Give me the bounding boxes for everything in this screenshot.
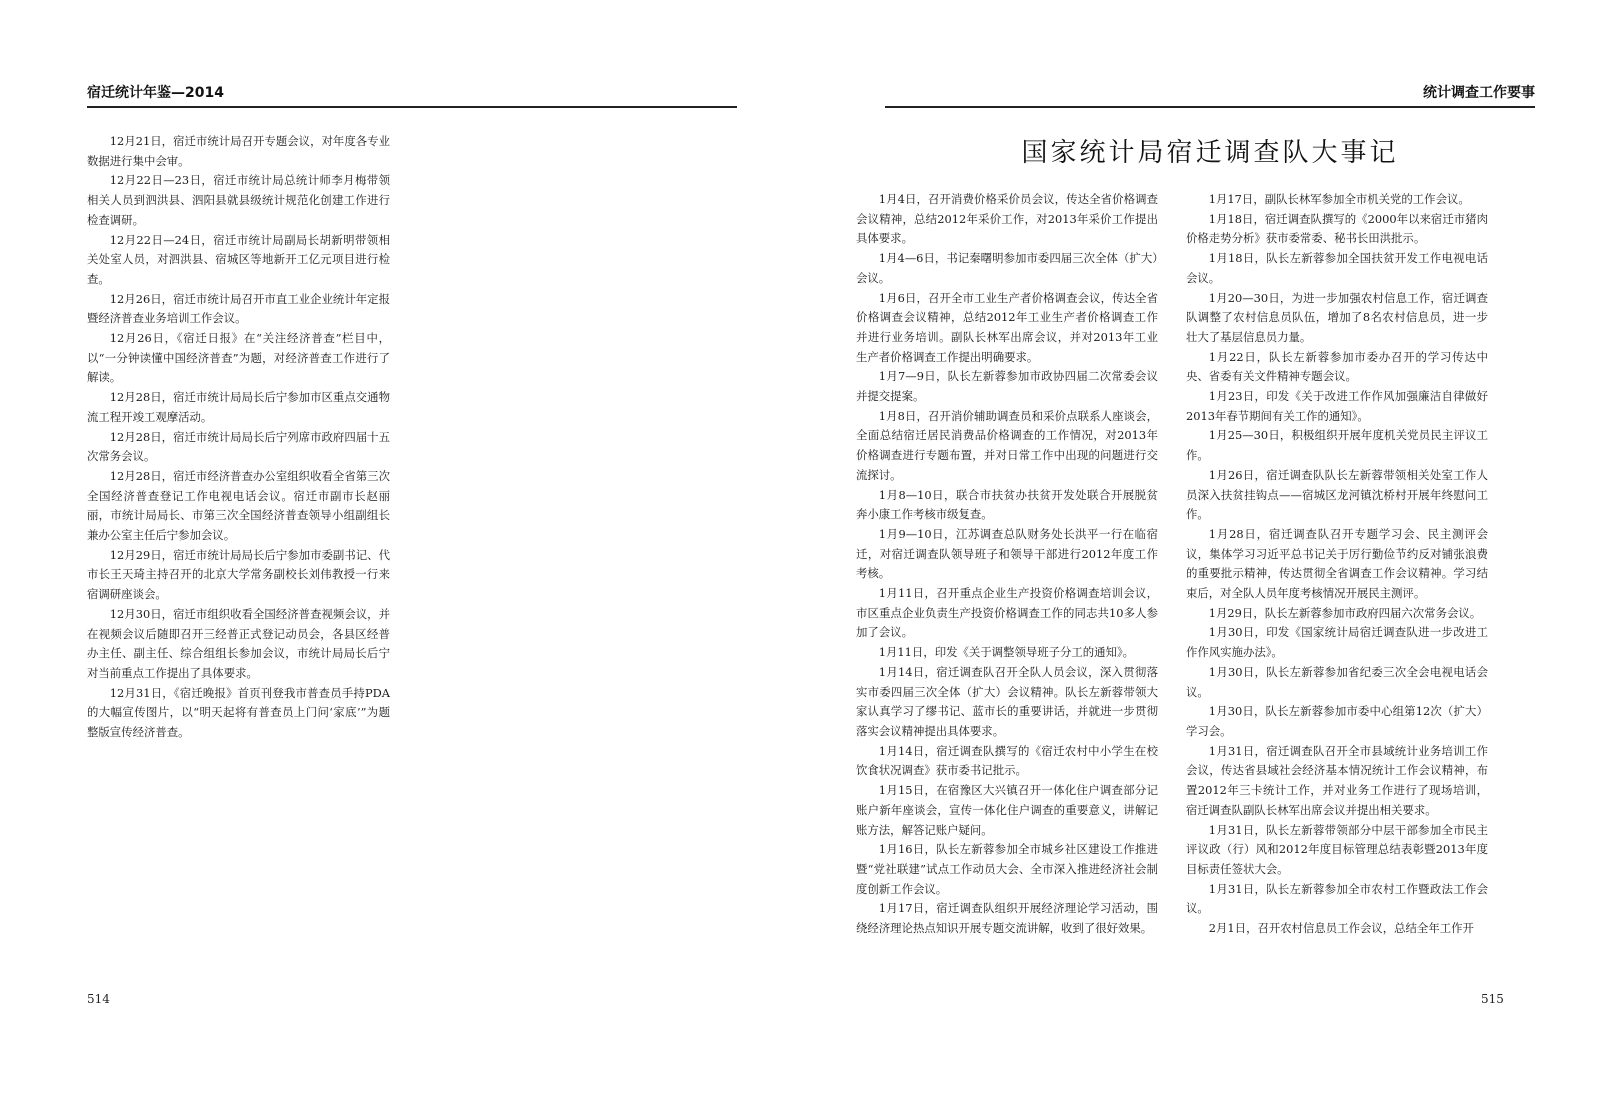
paragraph: 1月4—6日，书记秦曙明参加市委四届三次全体（扩大）会议。 (856, 251, 1158, 285)
paragraph: 1月30日，队长左新蓉参加省纪委三次全会电视电话会议。 (1186, 664, 1488, 699)
paragraph: 12月26日，宿迁市统计局召开市直工业企业统计年定报暨经济普查业务培训工作会议。 (87, 291, 390, 326)
page-number: 514 (87, 992, 110, 1006)
section-title: 国家统计局宿迁调查队大事记 (1021, 138, 1399, 168)
paragraph: 1月20—30日，为进一步加强农村信息工作，宿迁调查队调整了农村信息员队伍，增加了8名农村信息员，进一步壮大了基层信息员力量。 (1186, 290, 1488, 344)
paragraph: 12月28日，宿迁市统计局局长后宁参加市区重点交通物流工程开竣工观摩活动。 (87, 390, 390, 424)
paragraph: 1月11日，召开重点企业生产投资价格调查培训会议，市区重点企业负责生产投资价格调查工作的同志共10多人参加了会议。 (856, 586, 1158, 640)
text-column (87, 132, 390, 743)
paragraph: 1月16日，队长左新蓉参加全市城乡社区建设工作推进暨“党社联建”试点工作动员大会、全市深入推进经济社会制度创新工作会议。 (856, 842, 1158, 896)
paragraph: 12月28日，宿迁市统计局局长后宁列席市政府四届十五次常务会议。 (87, 429, 390, 464)
paragraph: 1月17日，副队长林军参加全市机关党的工作会议。 (1208, 192, 1470, 206)
paragraph: 1月7—9日，队长左新蓉参加市政协四届二次常委会议并提交提案。 (856, 369, 1158, 404)
paragraph: 1月30日，队长左新蓉参加市委中心组第12次（扩大）学习会。 (1186, 704, 1488, 738)
paragraph: 1月9—10日，江苏调查总队财务处长洪平一行在临宿迁，对宿迁调查队领导班子和领导干部进行2012年度工作考核。 (856, 526, 1158, 581)
paragraph: 1月8—10日，联合市扶贫办扶贫开发处联合开展脱贫奔小康工作考核市级复查。 (856, 487, 1158, 522)
paragraph: 1月26日，宿迁调查队队长左新蓉带领相关处室工作人员深入扶贫挂钩点——宿城区龙河镇沈桥村开展年终慰问工作。 (1186, 467, 1488, 522)
paragraph: 1月14日，宿迁调查队召开全队人员会议，深入贯彻落实市委四届三次全体（扩大）会议精神。队长左新蓉带领大家认真学习了缪书记、蓝市长的重要讲话，并就进一步贯彻落实会议精神提出具体要求。 (856, 664, 1158, 738)
paragraph: 12月22日—24日，宿迁市统计局副局长胡新明带领相关处室人员，对泗洪县、宿城区等地新开工亿元项目进行检查。 (87, 232, 390, 286)
paragraph: 1月18日，队长左新蓉参加全国扶贫开发工作电视电话会议。 (1186, 251, 1488, 285)
paragraph: 12月22日—23日，宿迁市统计局总统计师李月梅带领相关人员到泗洪县、泗阳县就县级统计规范化创建工作进行检查调研。 (87, 173, 390, 227)
running-header-left (87, 80, 737, 108)
text-column-1 (856, 190, 1158, 939)
paragraph: 1月4日，召开消费价格采价员会议，传达全省价格调查会议精神，总结2012年采价工作，对2013年采价工作提出具体要求。 (856, 192, 1158, 246)
paragraph: 1月31日，宿迁调查队召开全市县域统计业务培训工作会议，传达省县域社会经济基本情况统计工作会议精神，布置2012年三卡统计工作，并对业务工作进行了现场培训，宿迁调查队副队长林军出席会议并提出相关要求。 (1186, 743, 1488, 817)
paragraph: 1月28日，宿迁调查队召开专题学习会、民主测评会议，集体学习习近平总书记关于厉行勤俭节约反对铺张浪费的重要批示精神，传达贯彻全省调查工作会议精神。学习结束后，对全队人员年度考核情况开展民主测评。 (1186, 526, 1488, 601)
paragraph: 1月23日，印发《关于改进工作作风加强廉洁自律做好2013年春节期间有关工作的通知》。 (1186, 389, 1488, 423)
paragraph: 1月8日，召开消价辅助调查员和采价点联系人座谈会，全面总结宿迁居民消费品价格调查的工作情况，对2013年价格调查进行专题布置，并对日常工作中出现的问题进行交流探讨。 (856, 408, 1158, 482)
paragraph: 1月6日，召开全市工业生产者价格调查会议，传达全省价格调查会议精神，总结2012年工业生产者价格调查工作并进行业务培训。副队长林军出席会议，并对2013年工业生产者价格调查工作提出明确要求。 (856, 290, 1158, 364)
text-column-2 (1186, 190, 1488, 939)
paragraph: 1月30日，印发《国家统计局宿迁调查队进一步改进工作作风实施办法》。 (1186, 625, 1488, 660)
paragraph: 1月17日，宿迁调查队组织开展经济理论学习活动，围绕经济理论热点知识开展专题交流讲解，收到了很好效果。 (856, 901, 1158, 936)
left-page (0, 0, 804, 1099)
paragraph: 12月26日，《宿迁日报》在“关注经济普查”栏目中，以“一分钟读懂中国经济普查”为题，对经济普查工作进行了解读。 (87, 331, 390, 385)
header-text: 统计调查工作要事 (1423, 85, 1535, 101)
right-page (804, 0, 1609, 1099)
paragraph: 12月30日，宿迁市组织收看全国经济普查视频会议，并在视频会议后随即召开三经普正式登记动员会，各县区经普办主任、副主任、综合组组长参加会议，市统计局局长后宁对当前重点工作提出了具体要求。 (87, 606, 390, 680)
paragraph: 1月22日，队长左新蓉参加市委办召开的学习传达中央、省委有关文件精神专题会议。 (1186, 349, 1488, 384)
paragraph: 12月31日，《宿迁晚报》首页刊登我市普查员手持PDA的大幅宣传图片，以“明天起将有普查员上门问‘家底’”为题整版宣传经济普查。 (87, 685, 390, 740)
paragraph: 1月18日，宿迁调查队撰写的《2000年以来宿迁市猪肉价格走势分析》获市委常委、秘书长田洪批示。 (1186, 211, 1488, 246)
paragraph: 12月29日，宿迁市统计局局长后宁参加市委副书记、代市长王天琦主持召开的北京大学常务副校长刘伟教授一行来宿调研座谈会。 (87, 547, 390, 602)
running-header-right (885, 80, 1535, 108)
paragraph: 1月15日，在宿豫区大兴镇召开一体化住户调查部分记账户新年座谈会，宣传一体化住户调查的重要意义，讲解记账方法，解答记账户疑问。 (856, 783, 1158, 837)
paragraph: 1月31日，队长左新蓉参加全市农村工作暨政法工作会议。 (1186, 881, 1488, 916)
page-number: 515 (1481, 992, 1504, 1006)
paragraph: 1月25—30日，积极组织开展年度机关党员民主评议工作。 (1186, 428, 1488, 463)
header-text: 宿迁统计年鉴—2014 (87, 85, 224, 101)
paragraph: 2月1日，召开农村信息员工作会议，总结全年工作开 (1208, 921, 1474, 936)
paragraph: 1月31日，队长左新蓉带领部分中层干部参加全市民主评议政（行）风和2012年度目标管理总结表彰暨2013年度目标责任签状大会。 (1186, 822, 1488, 876)
paragraph: 1月14日，宿迁调查队撰写的《宿迁农村中小学生在校饮食状况调查》获市委书记批示。 (856, 743, 1158, 778)
paragraph: 12月21日，宿迁市统计局召开专题会议，对年度各专业数据进行集中会审。 (87, 134, 390, 168)
paragraph: 12月28日，宿迁市经济普查办公室组织收看全省第三次全国经济普查登记工作电视电话会议。宿迁市副市长赵丽丽，市统计局局长、市第三次全国经济普查领导小组副组长兼办公室主任后宁参加会议。 (87, 468, 390, 543)
paragraph: 1月11日，印发《关于调整领导班子分工的通知》。 (878, 645, 1135, 660)
paragraph: 1月29日，队长左新蓉参加市政府四届六次常务会议。 (1208, 605, 1482, 620)
